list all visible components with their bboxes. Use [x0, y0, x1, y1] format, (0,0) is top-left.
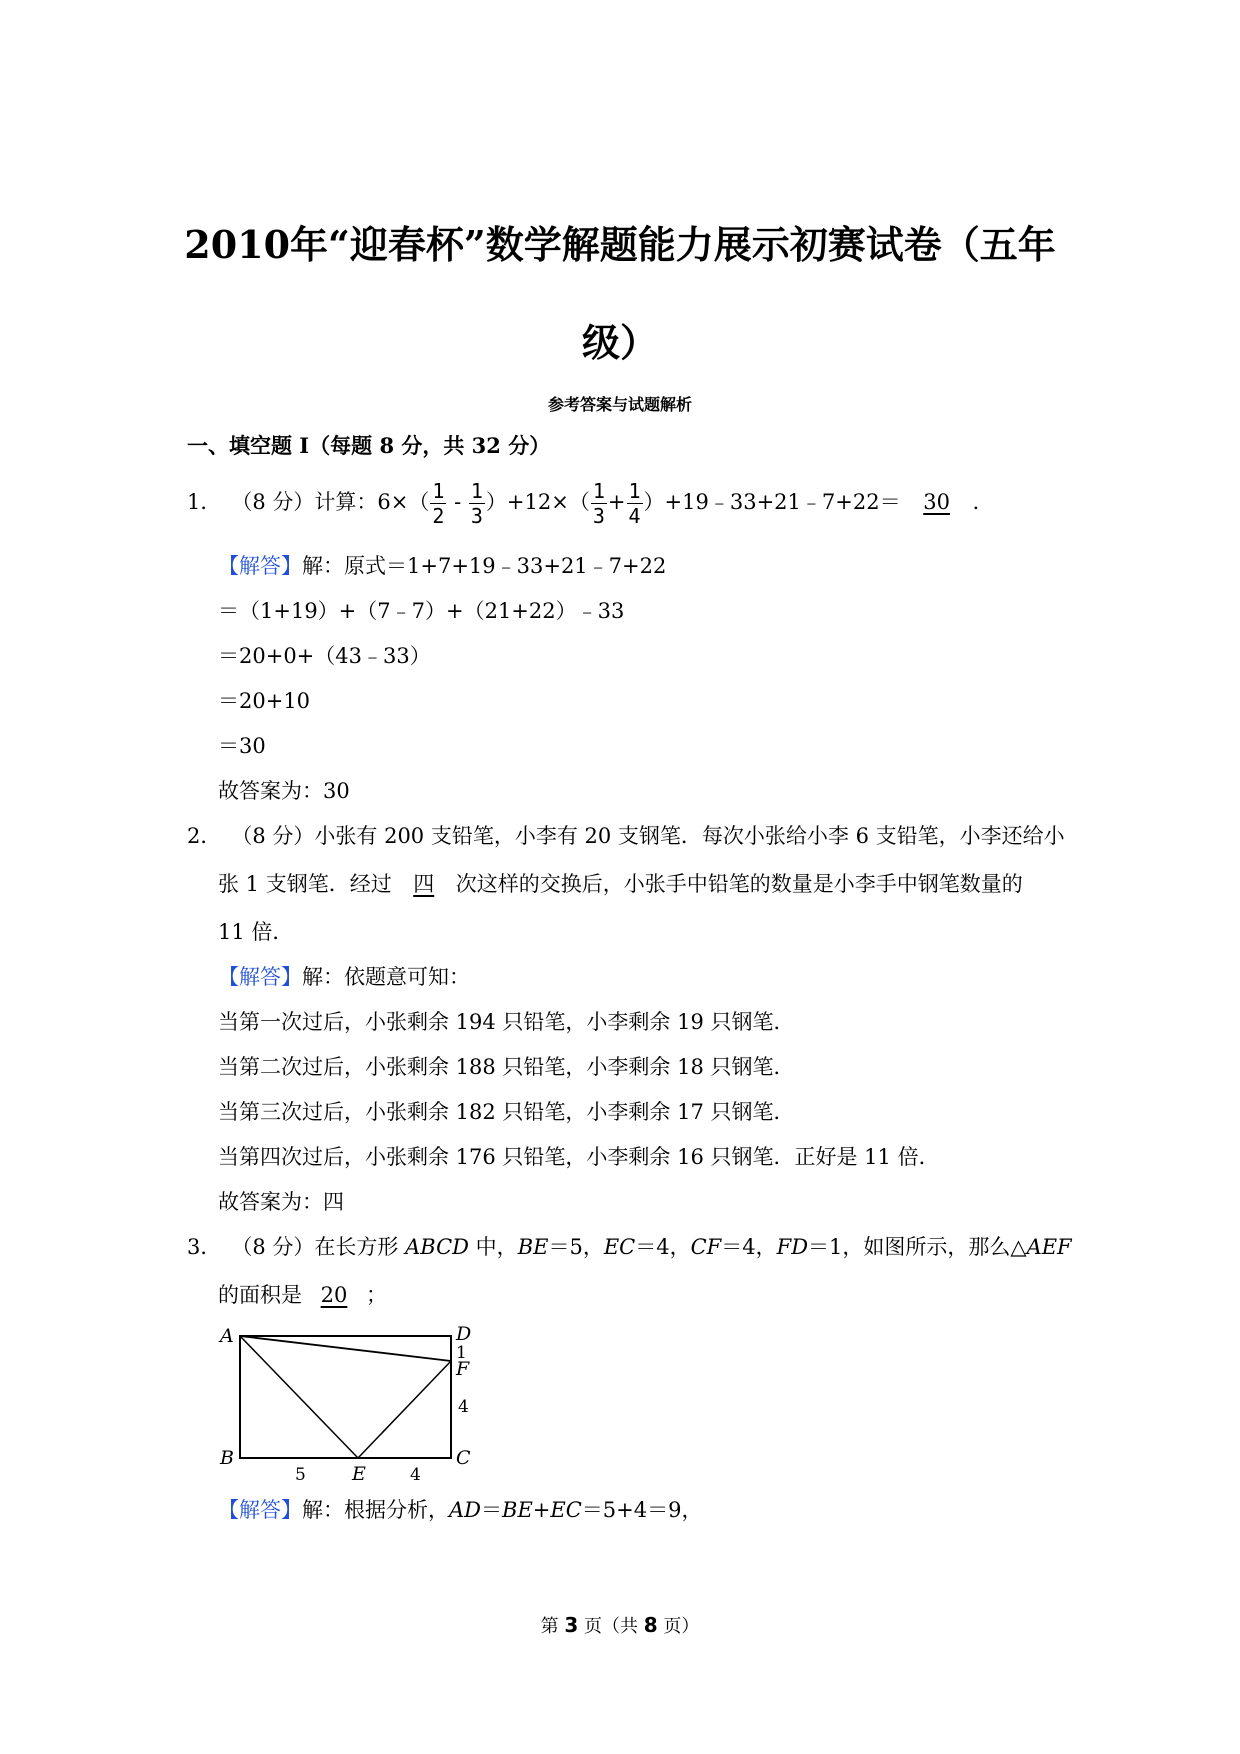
label-ec: 4 — [410, 1465, 421, 1485]
answer-blank: 四 — [413, 872, 435, 896]
text-segment: ）+19﹣33+21﹣7+22＝ — [643, 490, 901, 514]
solution-text: 解：根据分析， — [302, 1498, 449, 1522]
page-footer — [0, 1612, 1240, 1638]
segment-af — [240, 1336, 451, 1361]
solution-1-step: ＝20+0+（43﹣33） — [218, 644, 431, 668]
label-a: A — [220, 1325, 234, 1347]
rectangle-abcd — [240, 1336, 451, 1458]
question-number: 2． — [187, 824, 222, 848]
text-segment: AD — [449, 1498, 482, 1522]
text-segment: （8 分）在长方形 — [231, 1235, 406, 1259]
question-number: 3． — [187, 1235, 222, 1259]
text-segment: - — [447, 490, 468, 514]
question-3-line1 — [187, 1237, 1072, 1258]
label-c: C — [456, 1447, 471, 1469]
solution-text: 解：原式＝1+7+19﹣33+21﹣7+22 — [302, 554, 667, 578]
solution-label: 【解答】 — [218, 965, 302, 989]
solution-text: 解：依题意可知： — [302, 965, 470, 989]
denominator: 3 — [470, 504, 483, 528]
text-segment: ）+12×（ — [485, 490, 590, 514]
solution-1-conclusion: 故答案为：30 — [218, 779, 350, 803]
question-1-stem — [187, 481, 994, 526]
text-segment: ＝4， — [635, 1235, 691, 1259]
solution-1-step: ＝30 — [218, 734, 266, 758]
text-segment: ＝4， — [721, 1235, 777, 1259]
page-total: 8 — [643, 1613, 658, 1637]
numerator: 1 — [628, 479, 641, 503]
page-subtitle: 参考答案与试题解析 — [547, 395, 692, 414]
numerator: 1 — [432, 479, 445, 503]
numerator: 1 — [470, 479, 483, 503]
text-segment: BE — [502, 1498, 533, 1522]
denominator: 2 — [432, 504, 445, 528]
label-d: D — [456, 1323, 472, 1345]
solution-2-step: 当第四次过后，小张剩余 176 只铅笔，小李剩余 16 只钢笔．正好是 11 倍． — [218, 1145, 940, 1169]
solution-1-line — [218, 556, 666, 577]
question-number: 1． — [187, 490, 222, 514]
page-title-line2: 级） — [581, 320, 658, 365]
answer-blank: 30 — [923, 490, 950, 514]
footer-text: 第 — [540, 1616, 565, 1637]
question-3-line2 — [218, 1285, 387, 1306]
numerator: 1 — [592, 479, 605, 503]
fraction — [591, 481, 607, 526]
text-segment: ABCD — [405, 1235, 469, 1259]
fraction — [469, 481, 485, 526]
page-number: 3 — [564, 1613, 579, 1637]
fraction — [627, 481, 643, 526]
label-b: B — [220, 1447, 234, 1469]
solution-2-step: 当第二次过后，小张剩余 188 只铅笔，小李剩余 18 只钢笔． — [218, 1055, 795, 1079]
text-segment: ＝5， — [548, 1235, 604, 1259]
text-segment: CF — [690, 1235, 722, 1259]
denominator: 3 — [592, 504, 605, 528]
segment-ae — [240, 1336, 358, 1458]
question-2-line3: 11 倍． — [218, 920, 294, 944]
text-segment: + — [532, 1498, 551, 1522]
text-segment: ． — [972, 490, 994, 514]
label-cf: 4 — [458, 1397, 469, 1417]
rectangle-figure — [210, 1320, 490, 1485]
solution-2-step: 当第三次过后，小张剩余 182 只铅笔，小李剩余 17 只钢笔． — [218, 1100, 795, 1124]
text-segment: + — [607, 490, 626, 514]
answer-blank: 20 — [320, 1283, 348, 1307]
solution-label: 【解答】 — [218, 1498, 302, 1522]
text-segment: 的面积是 — [218, 1283, 302, 1307]
text-segment: 次这样的交换后，小张手中铅笔的数量是小李手中钢笔数量的 — [455, 872, 1023, 896]
text-segment: ； — [366, 1283, 387, 1307]
text-segment: （8 分）小张有 200 支铅笔，小李有 20 支钢笔．每次小张给小李 6 支铅笔，小李还给小 — [231, 824, 1065, 848]
text-segment: BE — [517, 1235, 549, 1259]
denominator: 4 — [628, 504, 641, 528]
text-segment: ＝5+4＝9， — [581, 1498, 703, 1522]
label-f: F — [456, 1358, 470, 1380]
solution-2-conclusion: 故答案为：四 — [218, 1190, 344, 1214]
solution-2-line — [218, 967, 470, 988]
label-e: E — [352, 1463, 366, 1485]
text-segment: AEF — [1026, 1235, 1072, 1259]
text-segment: （8 分）计算：6×（ — [231, 490, 430, 514]
page-title-line1: 2010年“迎春杯”数学解题能力展示初赛试卷（五年 — [184, 222, 1056, 267]
text-segment: 张 1 支钢笔．经过 — [218, 872, 392, 896]
text-segment: 中， — [469, 1235, 518, 1259]
question-2-line2 — [218, 874, 1023, 895]
solution-label: 【解答】 — [218, 554, 302, 578]
text-segment: EC — [603, 1235, 636, 1259]
fraction — [430, 481, 446, 526]
segment-ef — [358, 1361, 451, 1458]
text-segment: EC — [550, 1498, 582, 1522]
question-2-line1 — [187, 826, 1065, 847]
label-fd: 1 — [456, 1343, 467, 1363]
text-segment: ＝ — [481, 1498, 503, 1522]
solution-1-step: ＝（1+19）+（7﹣7）+（21+22）﹣33 — [218, 599, 625, 623]
label-be: 5 — [295, 1465, 306, 1485]
footer-text: 页） — [657, 1616, 700, 1637]
solution-2-step: 当第一次过后，小张剩余 194 只铅笔，小李剩余 19 只钢笔． — [218, 1010, 795, 1034]
solution-3-line — [218, 1500, 702, 1521]
text-segment: ＝1，如图所示，那么△ — [808, 1235, 1027, 1259]
section-heading: 一、填空题 I（每题 8 分，共 32 分） — [187, 433, 551, 458]
text-segment: FD — [776, 1235, 809, 1259]
solution-1-step: ＝20+10 — [218, 689, 311, 713]
footer-text: 页（共 — [578, 1616, 644, 1637]
